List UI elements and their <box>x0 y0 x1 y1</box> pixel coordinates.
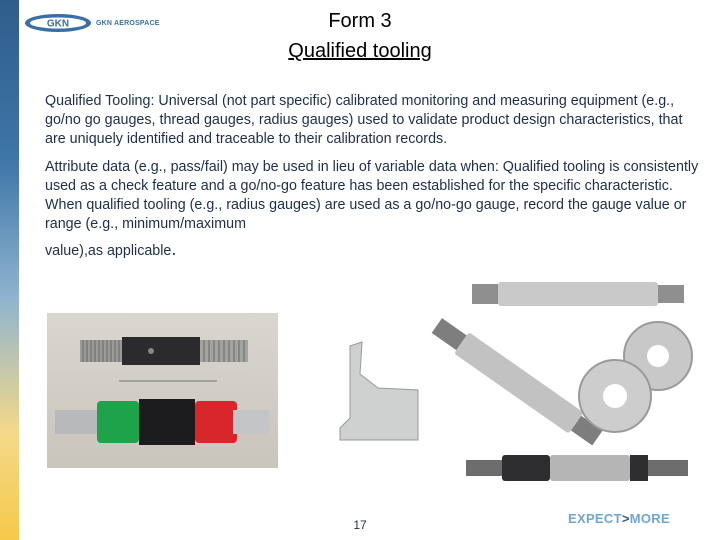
logo-mark-text: GKN <box>46 18 70 30</box>
left-accent-bar <box>0 0 19 540</box>
page-subtitle: Qualified tooling <box>288 40 432 62</box>
radius-and-ring-gauges-photo <box>300 278 705 483</box>
chevron-right-icon: > <box>621 511 630 526</box>
expect-more-brand <box>568 511 670 526</box>
thread-plug-gauges-illustration <box>47 313 278 468</box>
brand-expect: EXPECT <box>568 511 622 526</box>
attribute-data-paragraph <box>45 158 700 261</box>
attribute-data-tail-text: value),as applicable <box>45 243 172 259</box>
page-number: 17 <box>353 518 367 532</box>
attribute-data-tail <box>45 240 700 261</box>
gauges-illustration <box>300 278 705 483</box>
brand-more: MORE <box>629 511 670 526</box>
definition-paragraph: Qualified Tooling: Universal (not part specific) calibrated monitoring and measuring equipment (e.g., go/no go gauges, thread gauges, radius gauges) used to validate product design characteristics, that are uniquely identified and traceable to their calibration records. <box>45 93 683 147</box>
trailing-period: . <box>171 239 177 259</box>
thread-plug-gauges-photo <box>47 313 278 468</box>
attribute-data-text: Attribute data (e.g., pass/fail) may be used in lieu of variable data when: Qualified tooling is consistently used as a check feature and a go/no-go feature has been established for the specific characteristic. When qualified tooling (e.g., radius gauges) are used as a go/no-go gauge, record the gauge value or range (e.g., minimum/maximum <box>45 159 699 232</box>
logo-text: GKN AEROSPACE <box>96 19 160 27</box>
page-title: Form 3 <box>328 10 392 32</box>
